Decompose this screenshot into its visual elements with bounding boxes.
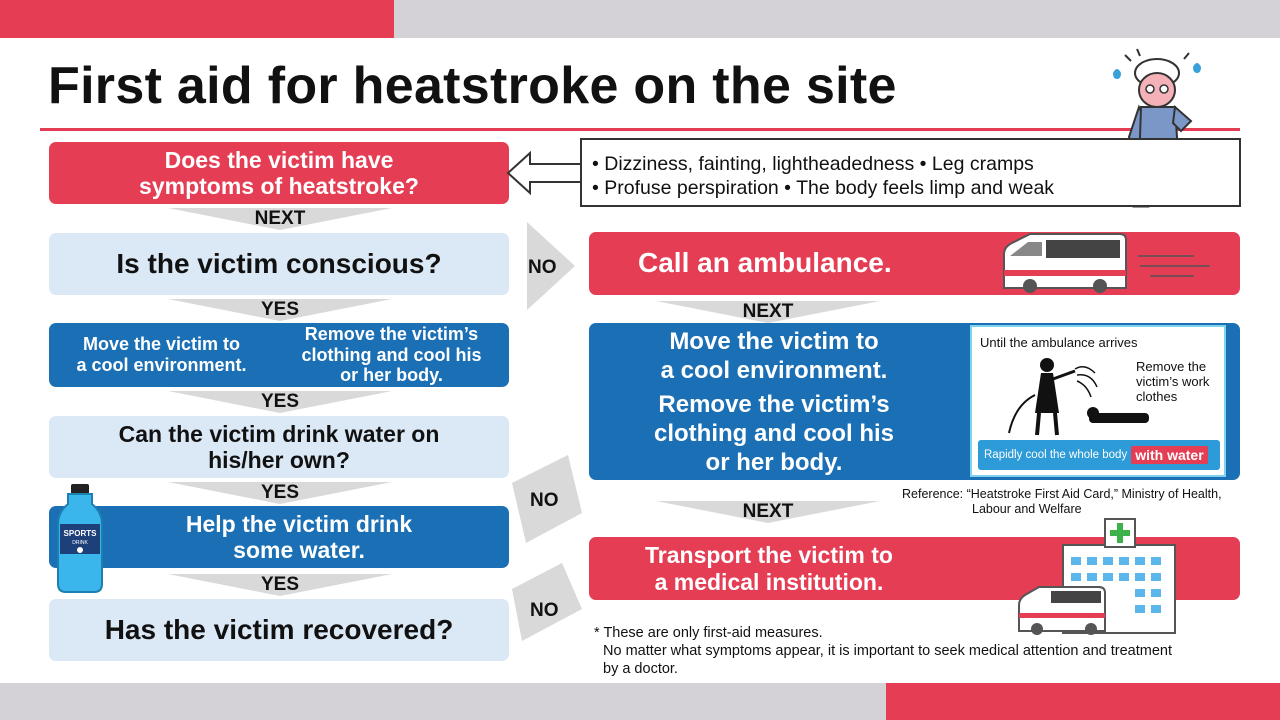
big-remove-line3: or her body. (705, 448, 843, 476)
hospital-icon (1015, 515, 1180, 640)
big-move-line1: Move the victim to (669, 327, 879, 355)
title-divider (40, 128, 1240, 131)
help-drink-box: Help the victim drink some water. (49, 506, 509, 568)
move-and-cool-box (49, 323, 509, 387)
page-title: First aid for heatstroke on the site (48, 57, 897, 115)
recovered-question-text: Has the victim recovered? (104, 613, 454, 645)
next-chevron-2 (656, 301, 880, 323)
no-label-2: NO (530, 490, 559, 511)
recovered-question-box (49, 599, 509, 661)
bottle-label-sports: SPORTS (63, 529, 97, 538)
symptoms-question-box (49, 142, 509, 204)
drink-question-box: Can the victim drink water on his/her own? (49, 416, 509, 478)
yes-label-1: YES (260, 299, 300, 320)
bottle-label-drink: DRINK (72, 540, 88, 546)
next-label-3: NEXT (742, 501, 794, 522)
big-move-line2: a cool environment. (660, 356, 888, 384)
yes-label-4: YES (260, 574, 300, 595)
yes-label-2: YES (260, 391, 300, 412)
yes-chevron-4 (168, 574, 392, 596)
bottom-bar-red (886, 683, 1280, 720)
symptoms-question-line2: symptoms of heatstroke? (139, 173, 419, 199)
cooling-person-icon (1005, 355, 1155, 437)
symptoms-question-line1: Does the victim have (164, 146, 394, 173)
next-chevron-3 (656, 501, 880, 523)
conscious-question-text: Is the victim conscious? (116, 247, 442, 279)
yes-chevron-3 (168, 482, 392, 504)
transport-line2: a medical institution. (654, 568, 884, 595)
top-bar-red (0, 0, 394, 38)
banner-text: Rapidly cool the whole body (984, 449, 1128, 461)
yes-label-3: YES (260, 482, 300, 503)
next-label-2: NEXT (742, 301, 794, 322)
symptoms-list (580, 138, 1241, 207)
yes-chevron-1 (168, 299, 392, 321)
next-label-1: NEXT (254, 208, 306, 229)
transport-line1: Transport the victim to (645, 542, 893, 569)
disclaimer-note: * These are only first-aid measures. No matter what symptoms appear, it is important to seek medical attention and treatment by a doctor. (594, 625, 1172, 677)
move-cool-text: Move the victim to a cool environment. (76, 334, 247, 375)
no-label-3: NO (530, 600, 559, 621)
symptoms-line2: • Profuse perspiration • The body feels limp and weak (592, 177, 1055, 199)
reference-note: Reference: “Heatstroke First Aid Card,” Ministry of Health, Labour and Welfare (902, 487, 1222, 516)
ambulance-icon (1000, 232, 1212, 294)
next-chevron-1 (168, 208, 392, 230)
symptoms-line1: • Dizziness, fainting, lightheadedness • Leg cramps (592, 153, 1034, 175)
bottom-bar-gray (0, 683, 886, 720)
top-bar-gray (394, 0, 1280, 38)
card-remove-clothes: Remove the victim’s work clothes (1136, 359, 1210, 404)
big-remove-line1: Remove the victim’s (658, 390, 890, 418)
yes-chevron-2 (168, 391, 392, 413)
banner-bold-text: with water (1131, 446, 1207, 464)
card-title: Until the ambulance arrives (980, 335, 1138, 350)
remove-clothing-text: Remove the victim’s clothing and cool his or her body. (301, 323, 482, 386)
cool-with-water-banner (978, 440, 1220, 470)
sports-drink-bottle-icon (54, 482, 106, 594)
left-arrow-icon (506, 150, 584, 196)
call-ambulance-text: Call an ambulance. (638, 247, 892, 279)
no-label-1: NO (528, 257, 557, 278)
conscious-question-box (49, 233, 509, 295)
big-remove-line2: clothing and cool his (654, 419, 894, 447)
